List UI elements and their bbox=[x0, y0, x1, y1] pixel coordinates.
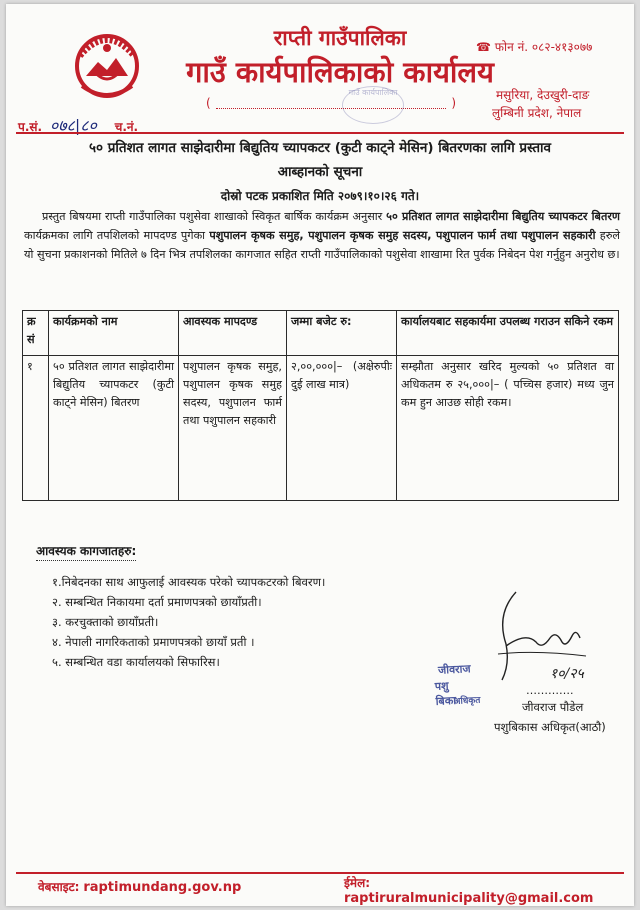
col-header-program: कार्यक्रमको नाम bbox=[49, 311, 179, 356]
list-item: ४. नेपाली नागरिकताको प्रमाणपत्रको छायाँ प्रती । bbox=[52, 635, 255, 649]
website-label: वेबसाइट: bbox=[38, 880, 80, 894]
address-line-1: मसुरिया, देउखुरी-दाङ bbox=[496, 88, 590, 102]
cell-program: ५० प्रतिशत लागत साझेदारीमा बिद्युतिय च्यापकटर (कुटी काट्ने मेसिन) बितरण bbox=[49, 356, 179, 501]
cell-amount: सम्झौता अनुसार खरिद मुल्यको ५० प्रतिशत वा अधिकतम रु २५,०००|– ( पच्चिस हजार) मध्य जुन कम हुन आउछ सोही रकम। bbox=[397, 356, 619, 501]
cell-criteria: पशुपालन कृषक समुह, पशुपालन कृषक समुह सदस्य, पशुपालन फार्म तथा पशुपालन सहकारी bbox=[179, 356, 287, 501]
notice-paragraph bbox=[24, 207, 620, 264]
signatory-title: पशुबिकास अधिकृत(आठौ) bbox=[494, 720, 606, 734]
program-table bbox=[22, 310, 619, 501]
documents-list bbox=[52, 572, 325, 672]
email-link[interactable]: raptiruralmunicipality@gmail.com bbox=[344, 891, 594, 906]
notice-subtitle: आब्हानको सूचना bbox=[277, 164, 363, 180]
faint-stamp: गाउँ कार्यपालिका bbox=[342, 86, 404, 124]
table-row bbox=[23, 356, 619, 501]
notice-title: ५० प्रतिशत लागत साझेदारीमा बिद्युतिय च्यापकटर (कुटी काट्ने मेसिन) बितरणका लागि प्रस्ताव bbox=[88, 140, 552, 156]
col-header-sn: क्र सं bbox=[23, 311, 49, 356]
col-header-criteria: आवस्यक मापदण्ड bbox=[179, 311, 287, 356]
para-text-3: हरुले यो सुचना प्रकाशनको मितिले ७ दिन भित्र तपशिलका कागजात सहित राप्ती गाउँपालिकाको पशुसेवा शाखामा रित पुर्वक निबेदन पेश गर्नुहुन अनुरोध छ। bbox=[24, 229, 621, 261]
office-name: गाउँ कार्यपालिकाको कार्यालय bbox=[186, 55, 494, 89]
phone-number: ☎ फोन नं. ०८२-४१३०७७ bbox=[476, 40, 593, 54]
stamp-line-2: पशु बिका bbox=[434, 679, 457, 709]
publication-date: दोस्रो पटक प्रकाशित मिति २०७९।१०।२६ गते। bbox=[220, 189, 420, 203]
para-text-2: कार्यक्रमका लागि तपशिलको मापदण्ड पुगेका bbox=[24, 229, 210, 242]
dotted-field-left-paren: ( bbox=[206, 96, 211, 110]
signature-date: १०/२५ bbox=[550, 666, 584, 682]
document-page bbox=[6, 4, 634, 906]
website-link[interactable]: raptimundang.gov.np bbox=[83, 880, 242, 895]
header-divider bbox=[16, 132, 624, 134]
signature-dots: …………. bbox=[526, 684, 574, 697]
para-bold-1: ५० प्रतिशत लागत साझेदारीमा बिद्युतिय च्यापकटर बितरण bbox=[386, 210, 620, 223]
dotted-field-right-paren: ) bbox=[451, 96, 456, 110]
list-item: १.निबेदनका साथ आफुलाई आवस्यक परेको च्यापकटरको बिवरण। bbox=[52, 575, 326, 589]
cn-label: च.नं. bbox=[114, 120, 139, 134]
email-label: ईमेल: bbox=[344, 876, 371, 890]
col-header-amount: कार्यालयबाट सहकार्यमा उपलब्ध गराउन सकिने रकम bbox=[397, 311, 619, 356]
para-bold-2: पशुपालन कृषक समुह, पशुपालन कृषक समुह सदस्य, पशुपालन फार्म तथा पशुपालन सहकारी bbox=[209, 229, 596, 242]
list-item: ५. सम्बन्धित वडा कार्यालयको सिफारिस। bbox=[52, 655, 220, 669]
cell-sn: १ bbox=[23, 356, 49, 501]
address-line-2: लुम्बिनी प्रदेश, नेपाल bbox=[492, 106, 582, 120]
handwritten-signature bbox=[476, 584, 596, 694]
ref-number: ०७८|८० bbox=[49, 116, 97, 135]
dotted-field bbox=[206, 96, 456, 112]
col-header-budget: जम्मा बजेट रु: bbox=[287, 311, 397, 356]
ref-label: प.सं. bbox=[18, 120, 43, 134]
municipality-name: राप्ती गाउँपालिका bbox=[273, 26, 407, 50]
stamp-line-1: जीवराज bbox=[437, 662, 471, 677]
dotted-line bbox=[216, 108, 446, 109]
official-stamp bbox=[434, 661, 481, 709]
para-text-1: प्रस्तुत बिषयमा राप्ती गाउँपालिका पशुसेवा शाखाको स्विकृत बार्षिक कार्यक्रम अनुसार bbox=[42, 210, 387, 223]
documents-heading: आवस्यक कागजातहरु: bbox=[36, 542, 136, 561]
stamp-line-3: अधिकृत bbox=[453, 695, 481, 708]
signatory-name: जीवराज पौडेल bbox=[522, 700, 584, 714]
list-item: २. सम्बन्धित निकायमा दर्ता प्रमाणपत्रको छायाँप्रती। bbox=[52, 595, 262, 609]
table-header-row bbox=[23, 311, 619, 356]
list-item: ३. करचुक्ताको छायाँप्रती। bbox=[52, 615, 159, 629]
cell-budget: २,००,०००|– (अक्षेरुपीः दुई लाख मात्र) bbox=[287, 356, 397, 501]
